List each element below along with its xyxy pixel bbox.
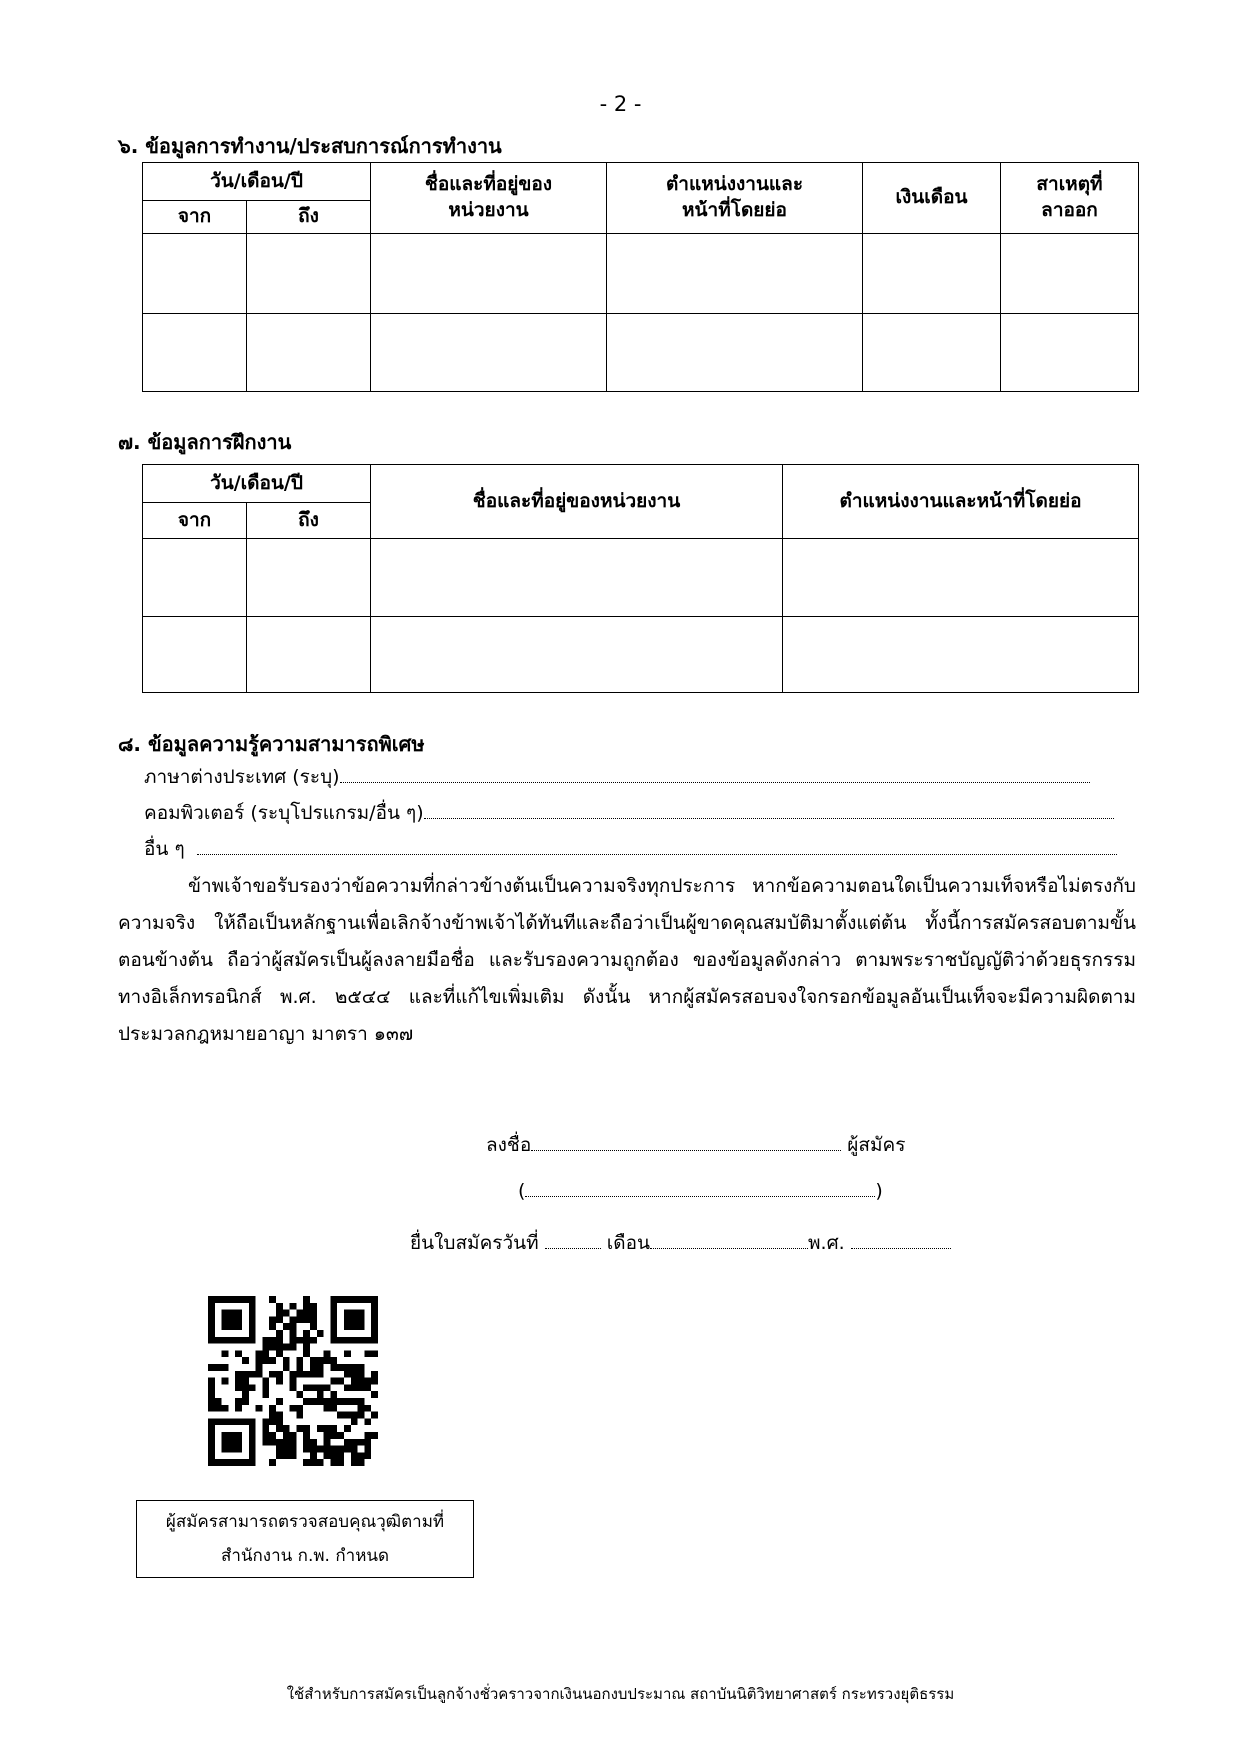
other-label: อื่น ๆ: [144, 838, 185, 860]
submit-date-line: [410, 1228, 951, 1258]
other-input[interactable]: [197, 838, 1117, 855]
foreign-language-field: [144, 762, 1090, 792]
month-input[interactable]: [650, 1232, 808, 1249]
foreign-language-input[interactable]: [340, 766, 1090, 783]
header-from: จาก: [143, 201, 247, 234]
work-experience-table: [142, 162, 1139, 392]
internship-table: [142, 464, 1139, 693]
header-date: วัน/เดือน/ปี: [143, 465, 371, 503]
table-row: [143, 314, 1139, 392]
certification-text: ข้าพเจ้าขอรับรองว่าข้อความที่กล่าวข้างต้นเป็นความจริงทุกประการ หากข้อความตอนใดเป็นความเท็จหรือไม่ตรงกับความจริง ให้ถือเป็นหลักฐานเพื่อเลิกจ้างข้าพเจ้าได้ทันทีและถือว่าเป็นผู้ขาดคุณสมบัติมาตั้งแต่ต้น ทั้งนี้การสมัครสอบตามขั้นตอนข้างต้น ถือว่าผู้สมัครเป็นผู้ลงลายมือชื่อ และรับรองความถูกต้อง ของข้อมูลดังกล่าว ตามพระราชบัญญัติว่าด้วยธุรกรรมทางอิเล็กทรอนิกส์ พ.ศ. ๒๕๔๔ และที่แก้ไขเพิ่มเติม ดังนั้น หากผู้สมัครสอบจงใจกรอกข้อมูลอันเป็นเท็จจะมีความผิดตามประมวลกฎหมายอาญา มาตรา ๑๓๗: [118, 875, 1136, 1045]
other-field: [144, 834, 1117, 864]
sign-label: ลงชื่อ: [486, 1134, 532, 1156]
qr-code-icon: [208, 1296, 378, 1466]
foreign-language-label: ภาษาต่างประเทศ (ระบุ): [144, 766, 340, 788]
header-position: ตำแหน่งงานและ หน้าที่โดยย่อ: [607, 163, 863, 234]
table-row: [143, 234, 1139, 314]
submit-date-label: ยื่นใบสมัครวันที่: [410, 1232, 539, 1254]
section8-title: ๘. ข้อมูลความรู้ความสามารถพิเศษ: [118, 732, 425, 756]
header-position: ตำแหน่งงานและหน้าที่โดยย่อ: [783, 465, 1139, 539]
day-input[interactable]: [545, 1232, 601, 1249]
header-date: วัน/เดือน/ปี: [143, 163, 371, 201]
section6-title: ๖. ข้อมูลการทำงาน/ประสบการณ์การทำงาน: [118, 134, 502, 158]
printed-name-input[interactable]: [525, 1180, 875, 1197]
header-reason: สาเหตุที่ ลาออก: [1001, 163, 1139, 234]
signature-line: [486, 1130, 905, 1160]
header-from: จาก: [143, 503, 247, 539]
computer-label: คอมพิวเตอร์ (ระบุโปรแกรม/อื่น ๆ): [144, 802, 424, 824]
computer-field: [144, 798, 1114, 828]
section7-title: ๗. ข้อมูลการฝึกงาน: [118, 430, 292, 454]
header-salary: เงินเดือน: [863, 163, 1001, 234]
header-to: ถึง: [247, 201, 371, 234]
month-label: เดือน: [606, 1232, 651, 1254]
header-org: ชื่อและที่อยู่ของหน่วยงาน: [371, 465, 783, 539]
applicant-label: ผู้สมัคร: [847, 1134, 906, 1156]
qualification-note: ผู้สมัครสามารถตรวจสอบคุณวุฒิตามที่ สำนักงาน ก.พ. กำหนด: [136, 1500, 474, 1578]
page-number: - 2 -: [599, 92, 642, 116]
year-input[interactable]: [851, 1232, 951, 1249]
table-row: [143, 539, 1139, 617]
printed-name-line: ( ): [518, 1180, 883, 1202]
year-label: พ.ศ.: [808, 1232, 845, 1254]
footer-text: ใช้สำหรับการสมัครเป็นลูกจ้างชั่วคราวจากเงินนอกงบประมาณ สถาบันนิติวิทยาศาสตร์ กระทรวงยุติธรรม: [286, 1685, 955, 1703]
signature-input[interactable]: [531, 1134, 841, 1151]
table-row: [143, 617, 1139, 693]
computer-input[interactable]: [424, 802, 1114, 819]
header-org: ชื่อและที่อยู่ของ หน่วยงาน: [371, 163, 607, 234]
header-to: ถึง: [247, 503, 371, 539]
